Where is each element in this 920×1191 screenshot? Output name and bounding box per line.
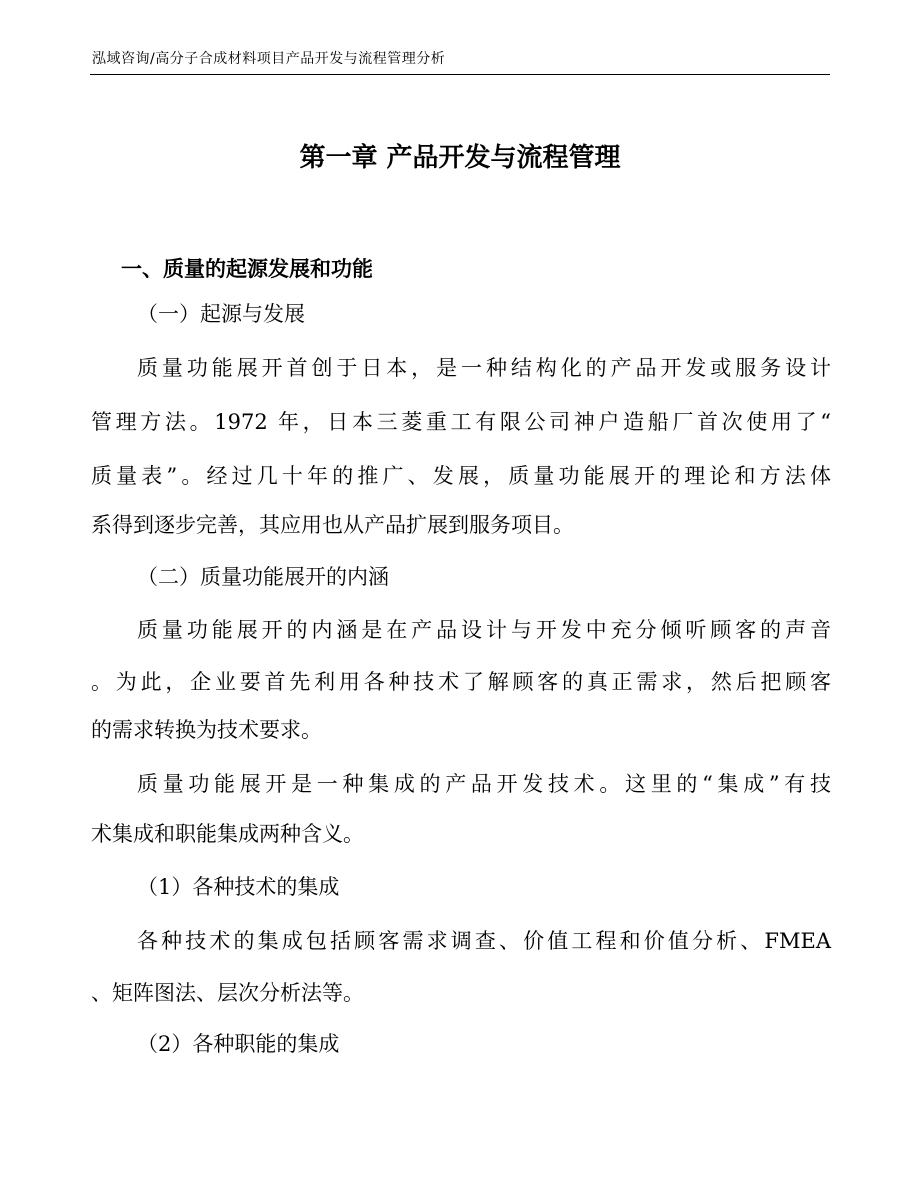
paragraph-line: 、矩阵图法、层次分析法等。 — [91, 981, 364, 1005]
item-heading-technology-integration: （1）各种技术的集成 — [137, 875, 340, 899]
paragraph-line: 质量功能展开首创于日本，是一种结构化的产品开发或服务设计 — [137, 356, 831, 380]
section-heading: 一、质量的起源发展和功能 — [121, 257, 373, 281]
paragraph-line: 系得到逐步完善，其应用也从产品扩展到服务项目。 — [91, 513, 574, 537]
subsection-heading-origin: （一）起源与发展 — [137, 302, 305, 326]
header-divider — [90, 74, 830, 75]
paragraph-line: 管理方法。1972 年，日本三菱重工有限公司神户造船厂首次使用了“ — [91, 410, 831, 434]
paragraph-line: 质量功能展开的内涵是在产品设计与开发中充分倾听顾客的声音 — [137, 618, 831, 642]
paragraph-line: 质量功能展开是一种集成的产品开发技术。这里的“集成”有技 — [137, 772, 831, 796]
item-heading-function-integration: （2）各种职能的集成 — [137, 1032, 340, 1056]
paragraph-line: 质量表”。经过几十年的推广、发展，质量功能展开的理论和方法体 — [91, 464, 831, 488]
paragraph-line: 的需求转换为技术要求。 — [91, 718, 322, 742]
paragraph-line: 各种技术的集成包括顾客需求调查、价值工程和价值分析、FMEA — [137, 929, 831, 953]
chapter-title: 第一章 产品开发与流程管理 — [299, 143, 621, 173]
paragraph-line: 。为此，企业要首先利用各种技术了解顾客的真正需求，然后把顾客 — [91, 670, 831, 694]
subsection-heading-connotation: （二）质量功能展开的内涵 — [137, 565, 389, 589]
paragraph-line: 术集成和职能集成两种含义。 — [91, 822, 364, 846]
running-header: 泓域咨询/高分子合成材料项目产品开发与流程管理分析 — [92, 51, 446, 67]
